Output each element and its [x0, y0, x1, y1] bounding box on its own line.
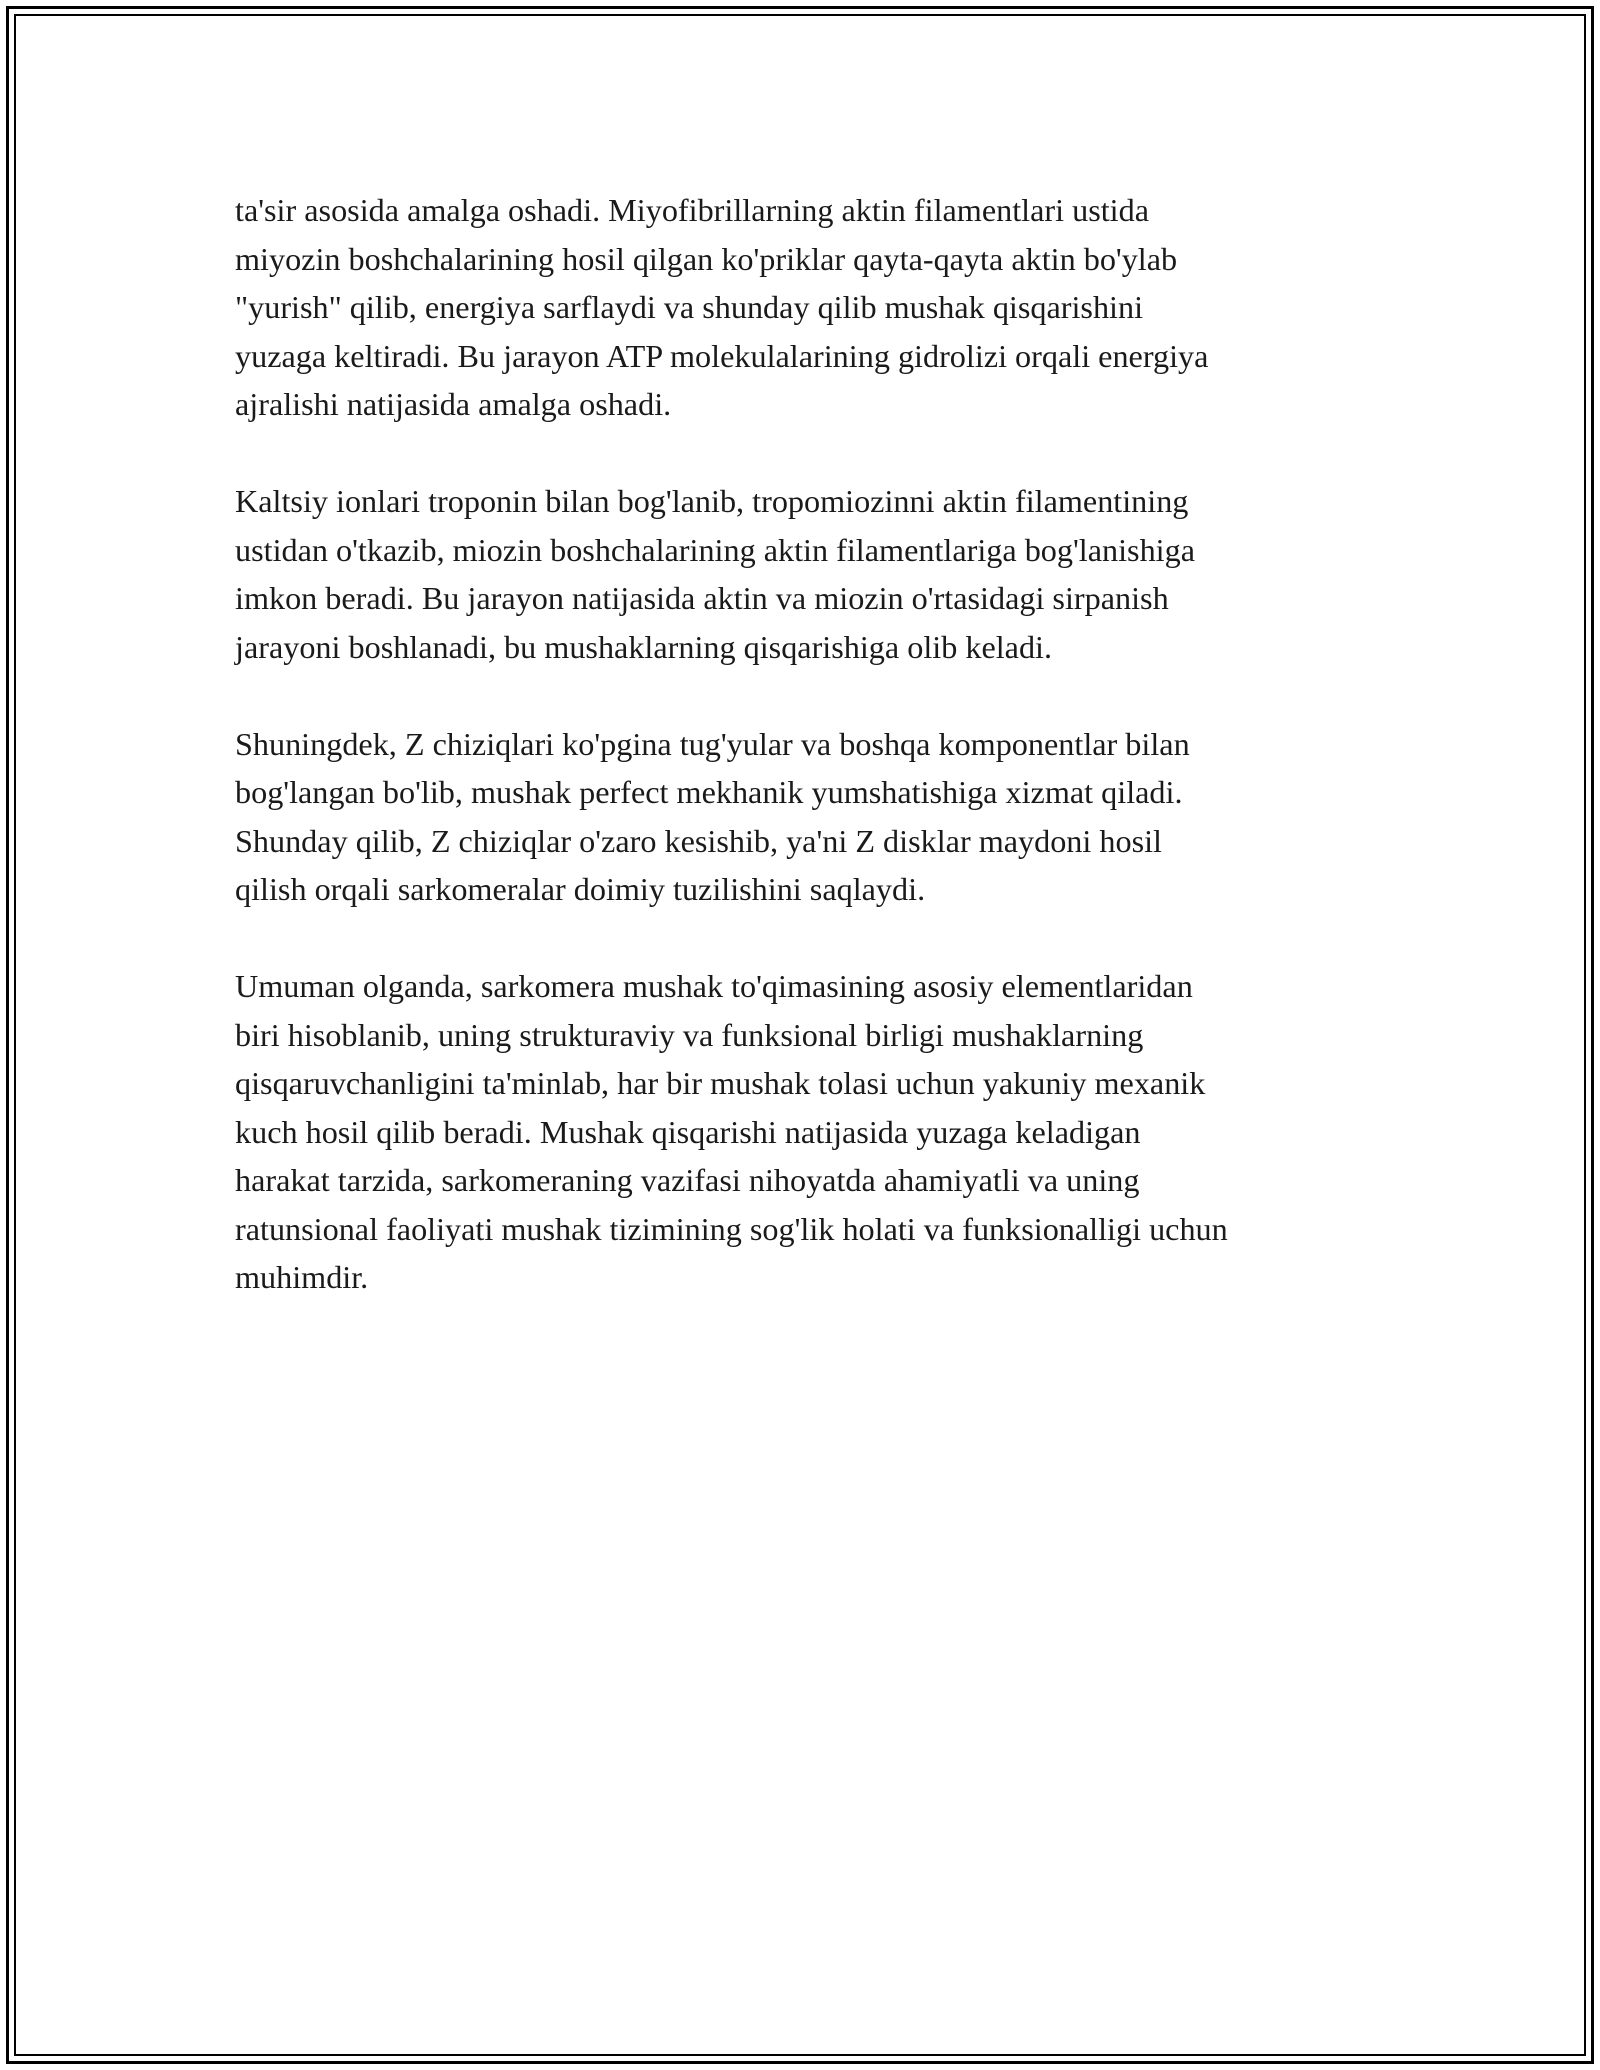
text-line: qisqaruvchanligini ta'minlab, har bir mushak tolasi uchun yakuniy mexanik: [235, 1065, 1206, 1101]
text-line: bog'langan bo'lib, mushak perfect mekhanik yumshatishiga xizmat qiladi.: [235, 774, 1183, 810]
text-line: muhimdir.: [235, 1259, 369, 1295]
text-line: yuzaga keltiradi. Bu jarayon ATP molekulalarining gidrolizi orqali energiya: [235, 337, 1209, 374]
paragraph-2: [235, 477, 1385, 671]
text-line: ustidan o'tkazib, miozin boshchalarining aktin filamentlariga bog'lanishiga: [235, 531, 1195, 568]
paragraph-1: [235, 186, 1385, 429]
text-line: ta'sir asosida amalga oshadi. Miyofibrillarning aktin filamentlari ustida: [235, 192, 1149, 228]
paragraph-3: [235, 720, 1385, 914]
text-line: Shunday qilib, Z chiziqlar o'zaro kesishib, ya'ni Z disklar maydoni hosil: [235, 822, 1162, 859]
text-line: Shuningdek, Z chiziqlari ko'pgina tug'yular va boshqa komponentlar bilan: [235, 725, 1190, 762]
text-line: ratunsional faoliyati mushak tizimining sog'lik holati va funksionalligi uchun: [235, 1210, 1228, 1247]
text-line: Umuman olganda, sarkomera mushak to'qimasining asosiy elementlaridan: [235, 968, 1193, 1004]
text-line: ajralishi natijasida amalga oshadi.: [235, 386, 672, 422]
text-line: "yurish" qilib, energiya sarflaydi va shunday qilib mushak qisqarishini: [235, 289, 1144, 325]
text-line: Kaltsiy ionlari troponin bilan bog'lanib, tropomiozinni aktin filamentining: [235, 483, 1189, 519]
text-line: kuch hosil qilib beradi. Mushak qisqarishi natijasida yuzaga keladigan: [235, 1113, 1141, 1150]
text-line: qilish orqali sarkomeralar doimiy tuzilishini saqlaydi.: [235, 871, 926, 907]
document-body: [235, 186, 1385, 1350]
text-line: jarayoni boshlanadi, bu mushaklarning qisqarishiga olib keladi.: [235, 628, 1053, 665]
paragraph-4: [235, 962, 1385, 1302]
text-line: biri hisoblanib, uning strukturaviy va funksional birligi mushaklarning: [235, 1016, 1144, 1053]
text-line: harakat tarzida, sarkomeraning vazifasi nihoyatda ahamiyatli va uning: [235, 1162, 1140, 1198]
text-line: imkon beradi. Bu jarayon natijasida aktin va miozin o'rtasidagi sirpanish: [235, 580, 1169, 616]
text-line: miyozin boshchalarining hosil qilgan ko'priklar qayta-qayta aktin bo'ylab: [235, 240, 1178, 277]
